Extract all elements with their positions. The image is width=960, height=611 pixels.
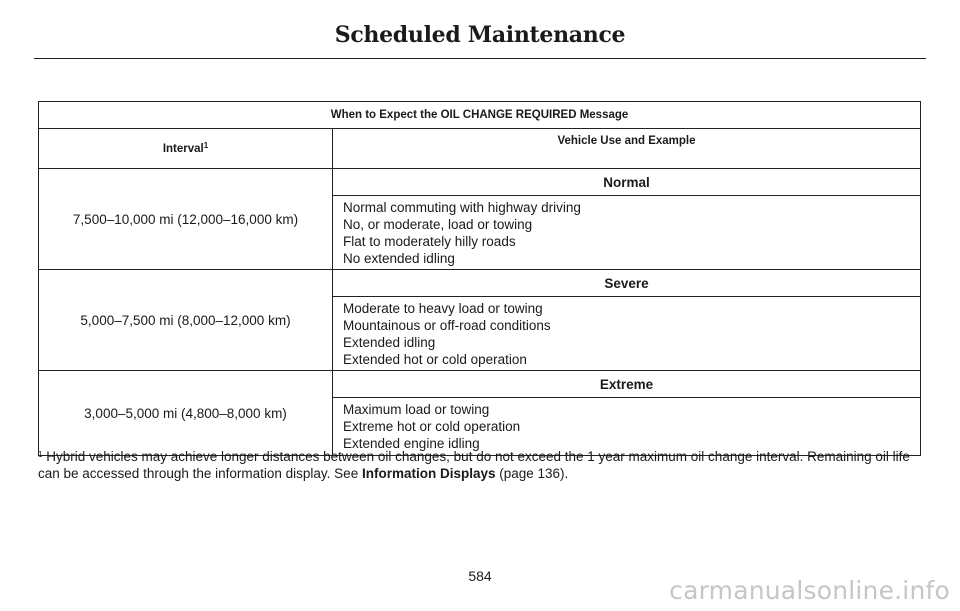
page-title: Scheduled Maintenance xyxy=(334,22,626,48)
category-cell: Severe xyxy=(333,270,921,297)
category-cell: Normal xyxy=(333,169,921,196)
example-line: Extreme hot or cold operation xyxy=(343,419,521,434)
example-line: Flat to moderately hilly roads xyxy=(343,233,516,249)
title-divider xyxy=(34,58,926,59)
footnote-marker: 1 xyxy=(38,450,43,459)
category-cell: Extreme xyxy=(333,371,921,398)
vehicle-use-header: Vehicle Use and Example xyxy=(333,129,921,169)
examples-cell xyxy=(333,196,921,270)
information-displays-link[interactable]: Information Displays xyxy=(361,466,496,481)
footnote-page-ref: (page 136). xyxy=(495,466,569,481)
footnote xyxy=(38,448,923,482)
interval-header xyxy=(39,129,333,169)
interval-cell: 7,500–10,000 mi (12,000–16,000 km) xyxy=(39,169,333,270)
table-row xyxy=(39,169,921,196)
footnote-marker: 1 xyxy=(203,140,209,150)
example-line: Extended hot or cold operation xyxy=(343,351,527,367)
examples-cell xyxy=(333,398,921,456)
table-caption: When to Expect the OIL CHANGE REQUIRED Message xyxy=(39,102,921,129)
example-line: Normal commuting with highway driving xyxy=(343,199,581,215)
example-line: Extended engine idling xyxy=(343,436,480,451)
example-line: Maximum load or towing xyxy=(343,402,490,417)
footnote-text: Hybrid vehicles may achieve longer distances between oil changes, but do not exceed the 1 year maximum oil change interval. Remaining oil life can be accessed through the information display. See xyxy=(38,449,910,481)
example-line: Mountainous or off-road conditions xyxy=(343,317,551,333)
example-line: Moderate to heavy load or towing xyxy=(343,300,543,316)
page-number: 584 xyxy=(468,568,492,584)
interval-cell: 5,000–7,500 mi (8,000–12,000 km) xyxy=(39,270,333,371)
table-row xyxy=(39,270,921,297)
example-line: Extended idling xyxy=(343,334,436,350)
table-row xyxy=(39,371,921,398)
interval-cell: 3,000–5,000 mi (4,800–8,000 km) xyxy=(39,371,333,456)
watermark: carmanualsonline.info xyxy=(669,576,950,605)
oil-change-table xyxy=(38,101,921,456)
example-line: No extended idling xyxy=(343,250,455,266)
interval-header-label: Interval xyxy=(162,142,204,155)
examples-cell xyxy=(333,297,921,371)
example-line: No, or moderate, load or towing xyxy=(343,216,533,232)
